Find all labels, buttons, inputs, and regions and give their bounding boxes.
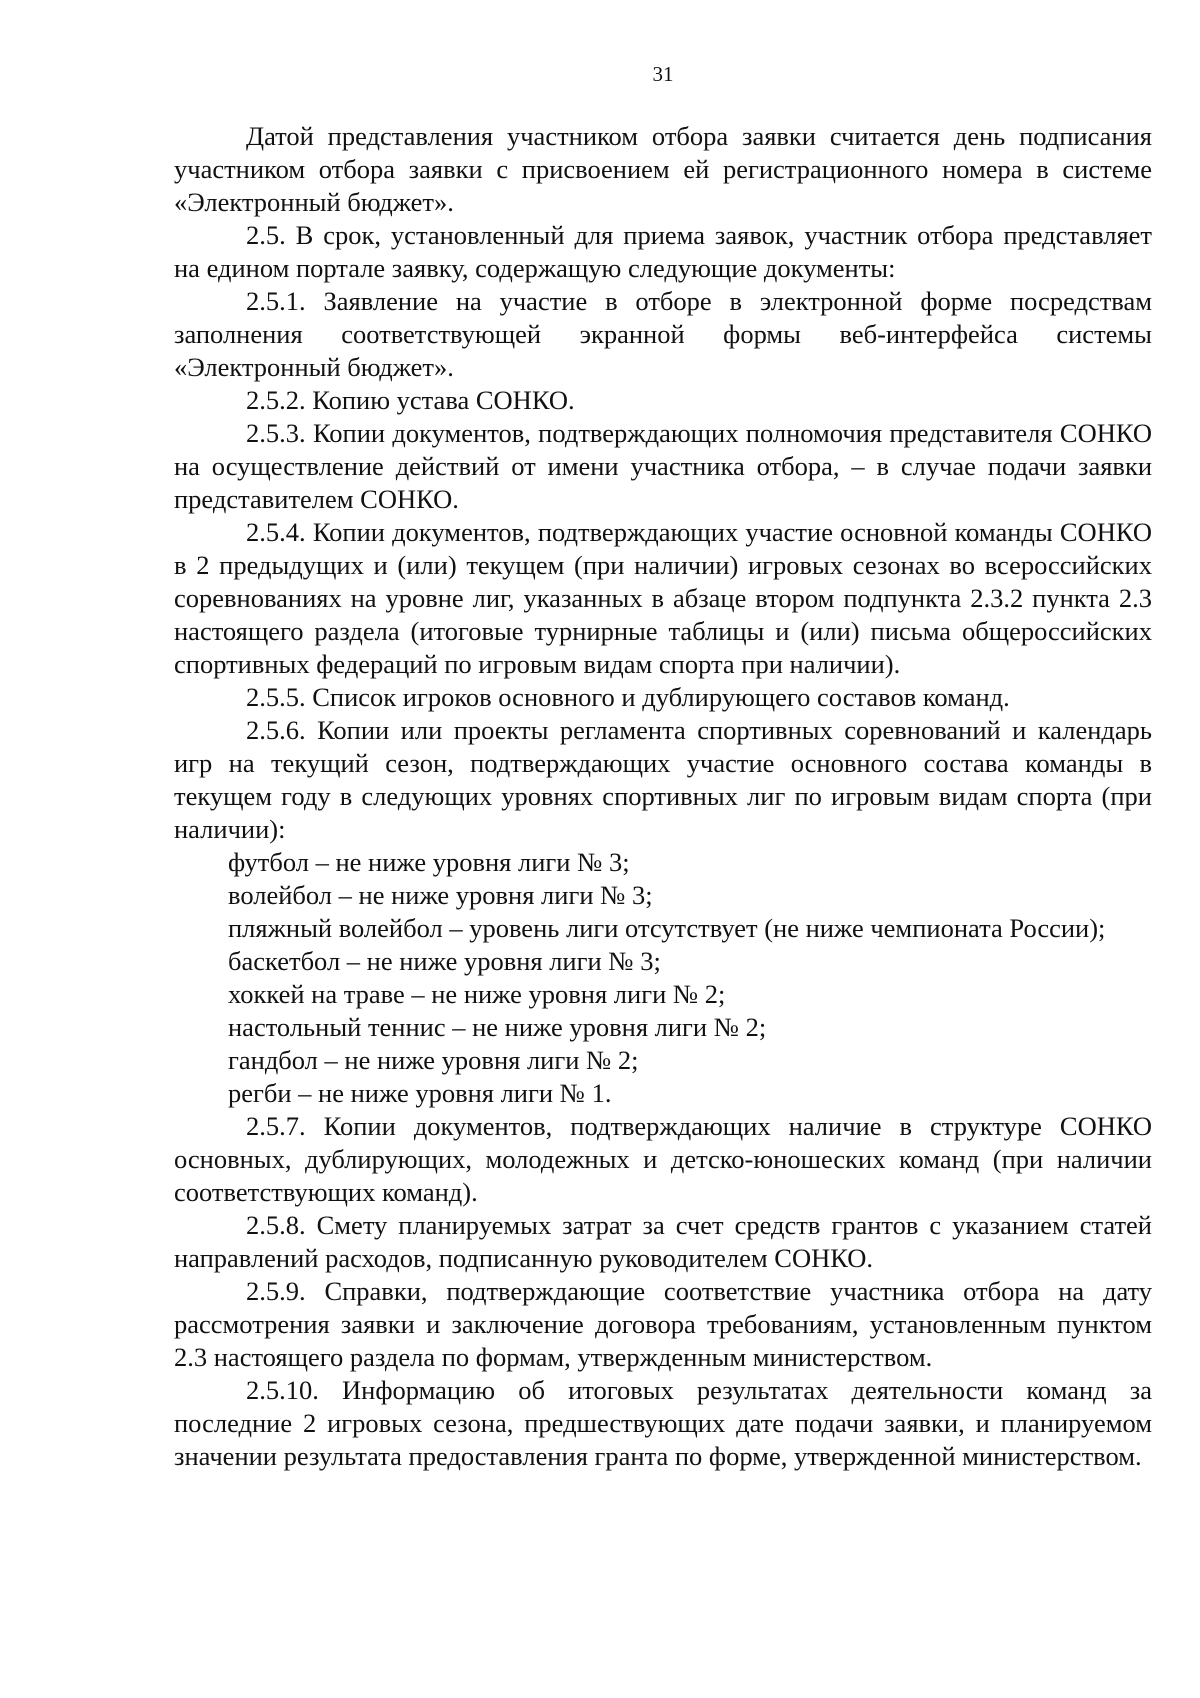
paragraph-2-5-7: 2.5.7. Копии документов, подтверждающих наличие в структуре СОНКО основных, дублирующих, молодежных и детско-юношеских команд (при наличии соответствующих команд).	[174, 1111, 1152, 1207]
paragraph-2-5-9: 2.5.9. Справки, подтверждающие соответствие участника отбора на дату рассмотрения заявки и заключение договора требованиям, установленным пунктом 2.3 настоящего раздела по формам, утвержденным министерством.	[174, 1276, 1152, 1372]
paragraph-submission-date: Датой представления участником отбора заявки считается день подписания участником отбора заявки с присвоением ей регистрационного номера в системе «Электронный бюджет».	[174, 121, 1152, 217]
paragraph-2-5-1: 2.5.1. Заявление на участие в отборе в электронной форме посредствам заполнения соответствующей экранной формы веб-интерфейса системы «Электронный бюджет».	[174, 286, 1152, 382]
document-page	[174, 62, 1152, 1473]
paragraph-2-5-3: 2.5.3. Копии документов, подтверждающих полномочия представителя СОНКО на осуществление действий от имени участника отбора, – в случае подачи заявки представителем СОНКО.	[174, 418, 1152, 514]
paragraph-2-5-10: 2.5.10. Информацию об итоговых результатах деятельности команд за последние 2 игровых сезона, предшествующих дате подачи заявки, и планируемом значении результата предоставления гранта по форме, утвержденной министерством.	[174, 1375, 1152, 1471]
sport-item-table-tennis: настольный теннис – не ниже уровня лиги № 2;	[228, 1012, 767, 1042]
sport-item-basketball: баскетбол – не ниже уровня лиги № 3;	[228, 946, 661, 976]
page-number: 31	[652, 62, 674, 86]
paragraph-2-5-6: 2.5.6. Копии или проекты регламента спортивных соревнований и календарь игр на текущий сезон, подтверждающих участие основного состава команды в текущем году в следующих уровнях спортивных лиг по игровым видам спорта (при наличии):	[174, 715, 1152, 844]
sport-item-volleyball: волейбол – не ниже уровня лиги № 3;	[228, 880, 653, 910]
paragraph-2-5: 2.5. В срок, установленный для приема заявок, участник отбора представляет на едином портале заявку, содержащую следующие документы:	[174, 220, 1152, 283]
paragraph-2-5-8: 2.5.8. Смету планируемых затрат за счет средств грантов с указанием статей направлений расходов, подписанную руководителем СОНКО.	[174, 1210, 1152, 1273]
sport-item-field-hockey: хоккей на траве – не ниже уровня лиги № 2;	[228, 979, 726, 1009]
sport-item-beach-volleyball: пляжный волейбол – уровень лиги отсутствует (не ниже чемпионата России);	[228, 913, 1106, 943]
paragraph-2-5-4: 2.5.4. Копии документов, подтверждающих участие основной команды СОНКО в 2 предыдущих и (или) текущем (при наличии) игровых сезонах во всероссийских соревнованиях на уровне лиг, указанных в абзаце втором подпункта 2.3.2 пункта 2.3 настоящего раздела (итоговые турнирные таблицы и (или) письма общероссийских спортивных федераций по игровым видам спорта при наличии).	[174, 517, 1152, 679]
paragraph-2-5-5: 2.5.5. Список игроков основного и дублирующего составов команд.	[246, 682, 1010, 712]
sport-item-football: футбол – не ниже уровня лиги № 3;	[228, 847, 630, 877]
sport-item-rugby: регби – не ниже уровня лиги № 1.	[228, 1078, 612, 1108]
sports-list	[174, 846, 1152, 1110]
paragraph-2-5-2: 2.5.2. Копию устава СОНКО.	[246, 385, 575, 415]
sport-item-handball: гандбол – не ниже уровня лиги № 2;	[228, 1045, 639, 1075]
